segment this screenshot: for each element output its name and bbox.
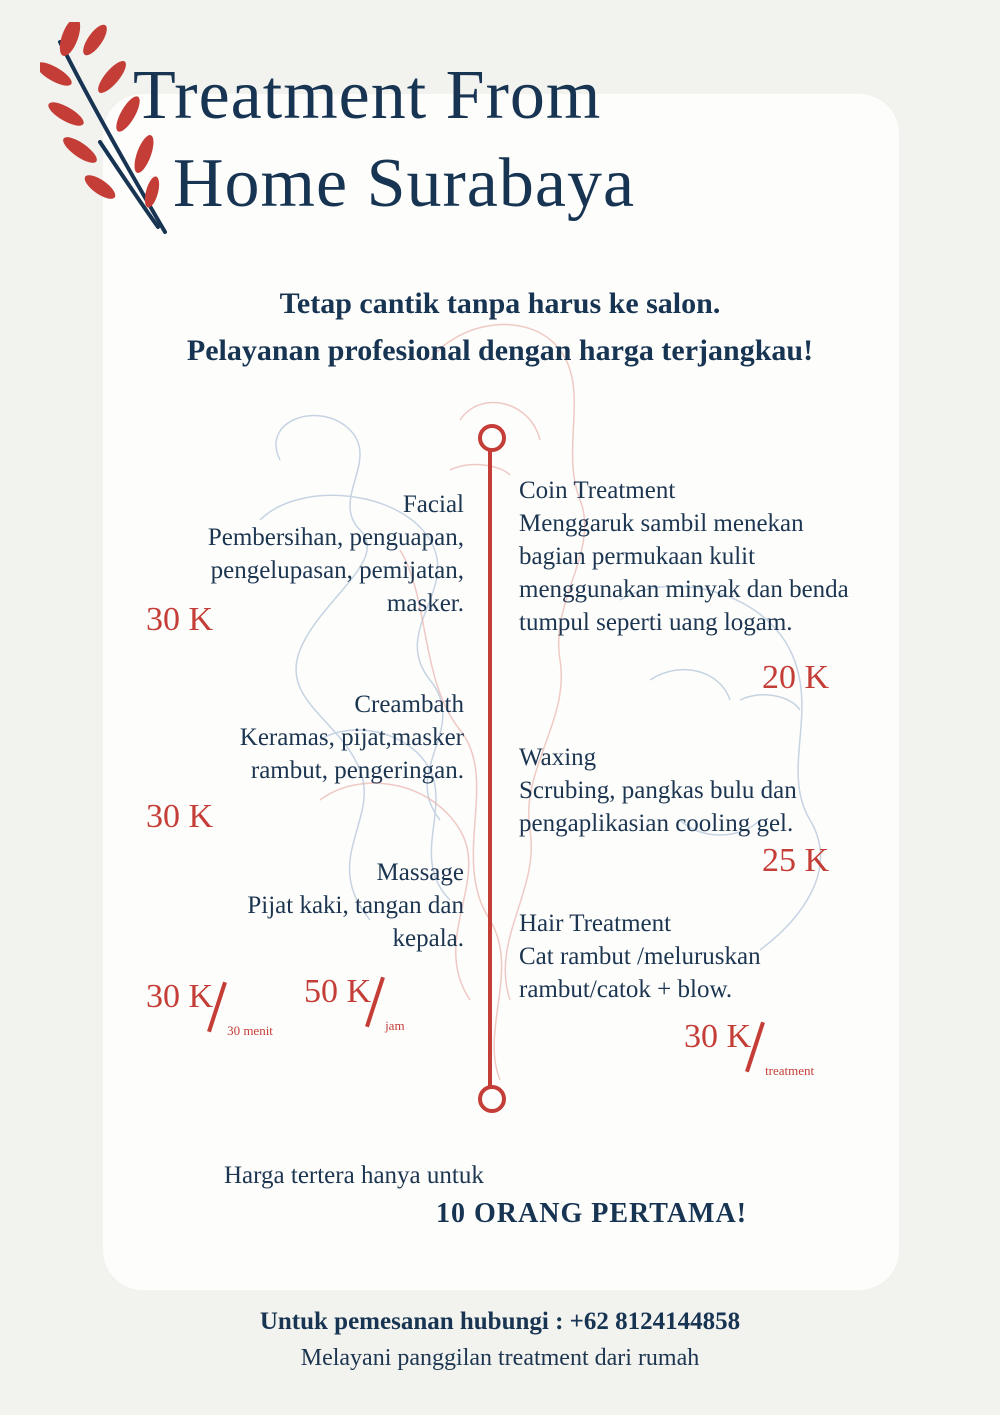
service-name: Facial [402,491,464,518]
service-massage [199,856,464,955]
service-description: Pijat kaki, tangan dan kepala. [247,892,464,952]
tagline-line-1: Tetap cantik tanpa harus ke salon. [279,287,721,320]
contact-service-note: Melayani panggilan treatment dari rumah [300,1345,700,1371]
price-unit: treatment [765,1063,815,1078]
service-description: Cat rambut /meluruskan rambut/catok + blow. [519,943,761,1003]
service-name: Creambath [354,691,464,718]
price-coin-treatment: 20 K [762,659,830,696]
price-hair-treatment [684,1017,814,1091]
service-coin-treatment [519,474,849,639]
service-description: Keramas, pijat,masker rambut, pengeringan. [239,724,464,784]
service-name: Coin Treatment [519,477,676,504]
timeline-bottom-dot [478,1085,506,1113]
price-facial: 30 K [146,601,214,638]
price-value: 30 K [684,1018,752,1055]
price-value: 30 K [146,978,214,1015]
tagline-line-2: Pelayanan profesional dengan harga terjangkau! [186,334,814,367]
page-title [133,52,635,228]
service-hair-treatment [519,907,849,1006]
title-line-1: Treatment From [133,57,602,134]
service-description: Menggaruk sambil menekan bagian permukaan kulit menggunakan minyak dan benda tumpul seperti uang logam. [519,510,849,636]
price-value: 50 K [304,973,372,1010]
timeline-line [488,436,492,1098]
price-creambath: 30 K [146,798,214,835]
service-name: Hair Treatment [519,910,672,937]
service-name: Waxing [519,744,597,771]
title-line-2: Home Surabaya [173,145,636,222]
service-name: Massage [376,859,464,886]
price-unit: jam [385,1018,405,1033]
timeline-top-dot [478,424,506,452]
service-waxing [519,741,849,840]
price-note: Harga tertera hanya untuk [224,1162,484,1189]
price-massage-jam [304,972,405,1046]
service-creambath [199,688,464,787]
price-note-highlight: 10 ORANG PERTAMA! [436,1198,748,1229]
service-description: Scrubing, pangkas bulu dan pengaplikasian cooling gel. [519,777,797,837]
contact-phone: Untuk pemesanan hubungi : +62 8124144858 [259,1308,741,1335]
service-description: Pembersihan, penguapan, pengelupasan, pemijatan, masker. [207,524,464,617]
price-unit: 30 menit [227,1023,273,1038]
price-massage-30-menit [146,977,273,1051]
price-waxing: 25 K [762,842,830,879]
